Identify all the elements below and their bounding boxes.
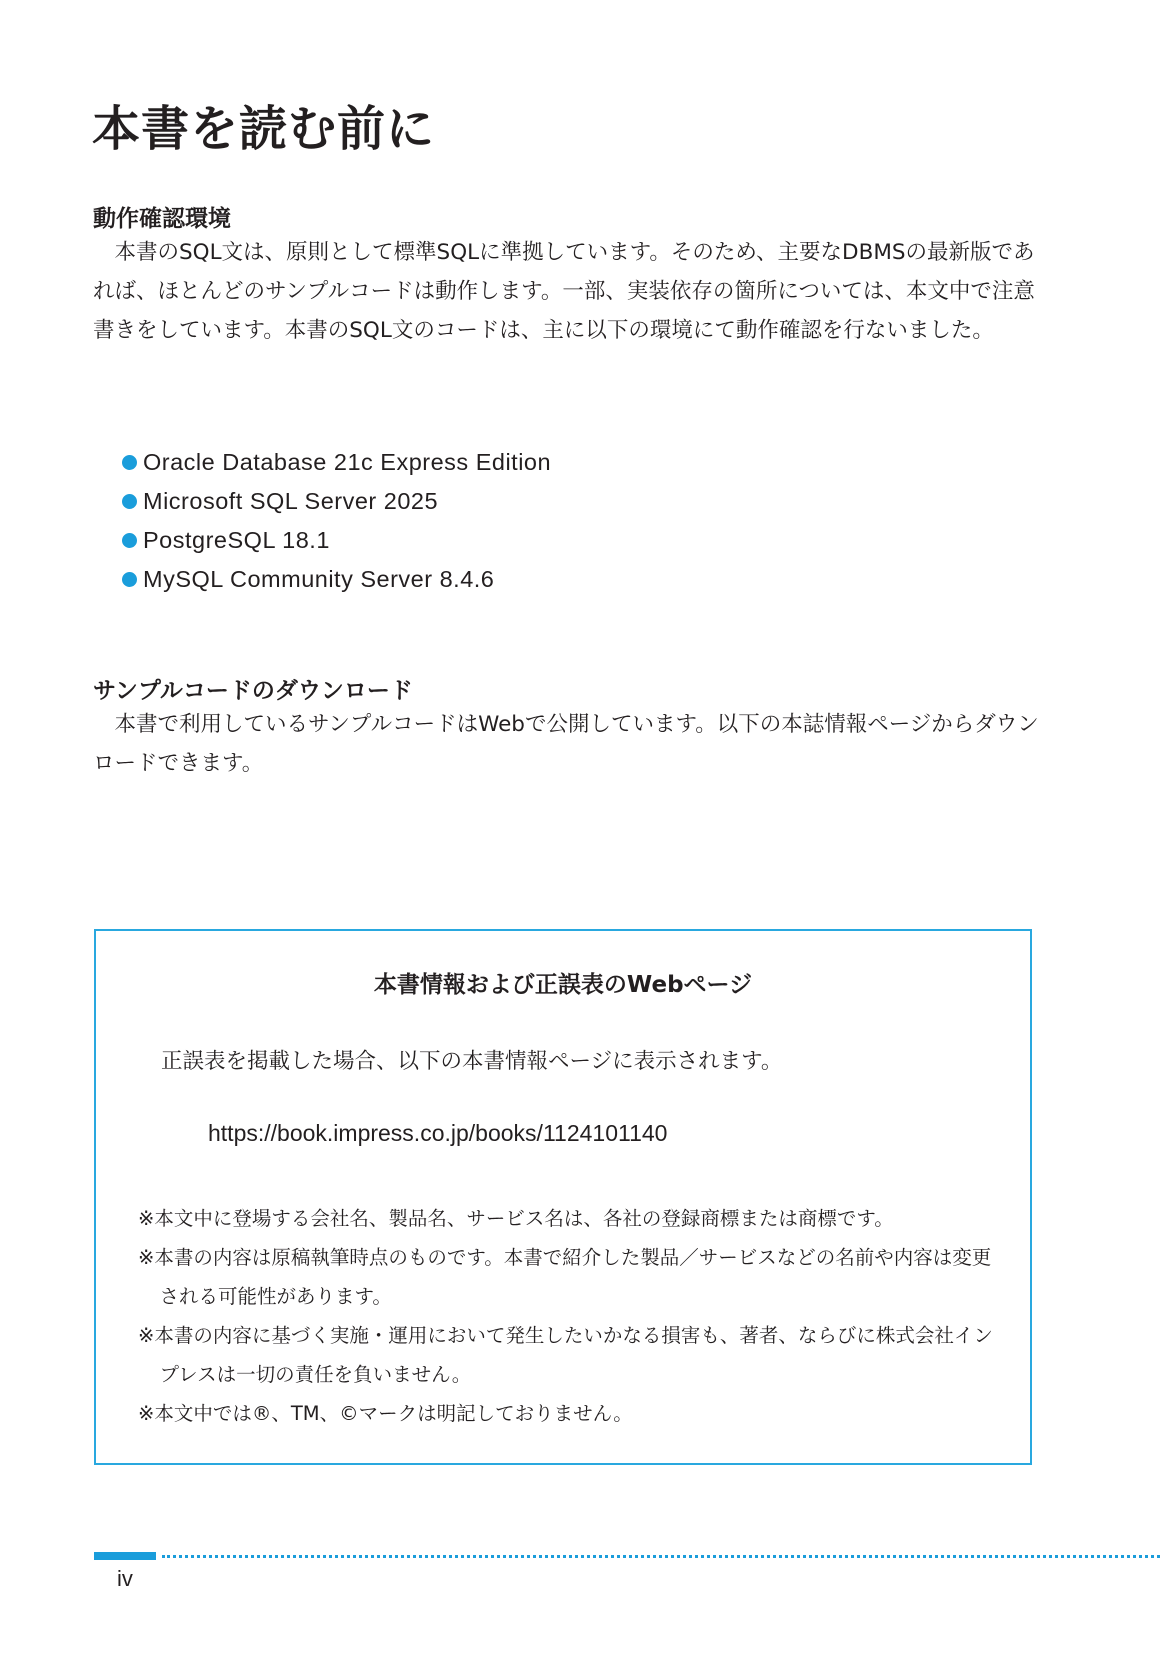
note-item: ※本書の内容に基づく実施・運用において発生したいかなる損害も、著者、ならびに株式会社インプレスは一切の責任を負いません。 <box>138 1324 993 1386</box>
download-section-heading: サンプルコードのダウンロード <box>93 678 413 704</box>
bullet-icon <box>122 494 137 509</box>
note-item: ※本文中では®、TM、©マークは明記しておりません。 <box>138 1402 633 1425</box>
info-box <box>94 929 1032 1465</box>
note-item: ※本書の内容は原稿執筆時点のものです。本書で紹介した製品／サービスなどの名前や内容は変更される可能性があります。 <box>138 1246 992 1308</box>
footer-dotted-rule <box>162 1555 1160 1558</box>
list-item-text: Microsoft SQL Server 2025 <box>143 488 439 514</box>
list-item <box>122 521 551 560</box>
download-section-paragraph: 本書で利用しているサンプルコードはWebで公開しています。以下の本誌情報ページからダウンロードできます。 <box>93 712 1039 776</box>
list-item-text: PostgreSQL 18.1 <box>143 527 330 553</box>
list-item-text: MySQL Community Server 8.4.6 <box>143 566 495 592</box>
bullet-icon <box>122 533 137 548</box>
info-box-title: 本書情報および正誤表のWebページ <box>373 972 753 998</box>
footer-accent-bar <box>94 1552 156 1560</box>
list-item <box>122 482 551 521</box>
info-box-text: 正誤表を掲載した場合、以下の本書情報ページに表示されます。 <box>161 1049 783 1074</box>
page-title: 本書を読む前に <box>92 101 436 157</box>
notes-list <box>138 1199 1008 1433</box>
note-item: ※本文中に登場する会社名、製品名、サービス名は、各社の登録商標または商標です。 <box>138 1207 894 1230</box>
bullet-icon <box>122 572 137 587</box>
environment-list <box>122 443 551 599</box>
env-section-heading: 動作確認環境 <box>93 206 231 232</box>
list-item <box>122 560 551 599</box>
list-item-text: Oracle Database 21c Express Edition <box>143 449 552 475</box>
page-number: iv <box>117 1566 133 1591</box>
env-section-paragraph: 本書のSQL文は、原則として標準SQLに準拠しています。そのため、主要なDBMSの最新版であれば、ほとんどのサンプルコードは動作します。一部、実装依存の箇所については、本文中で注意書きをしています。本書のSQL文のコードは、主に以下の環境にて動作確認を行ないました。 <box>93 240 1035 343</box>
book-url-link[interactable]: https://book.impress.co.jp/books/1124101140 <box>208 1120 668 1146</box>
list-item <box>122 443 551 482</box>
bullet-icon <box>122 455 137 470</box>
